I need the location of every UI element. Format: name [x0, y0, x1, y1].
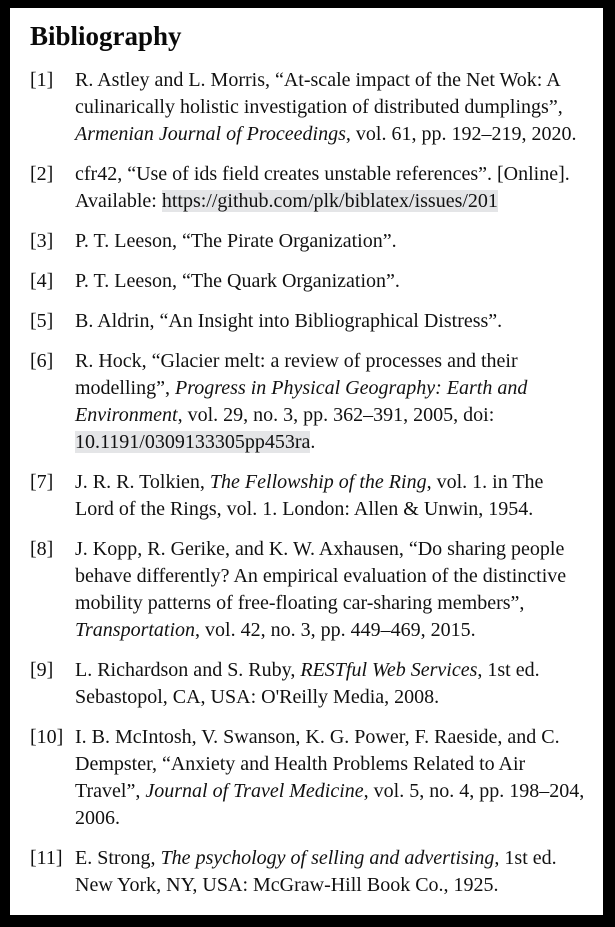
reference-number: [3] — [30, 230, 54, 253]
reference-text — [75, 308, 585, 335]
reference-segment: , 1st ed. Sebastopol, CA, USA: O'Reilly Media, 2008. — [75, 659, 540, 709]
reference-text — [75, 268, 585, 295]
reference-number: [8] — [30, 538, 54, 561]
reference-number: [1] — [30, 69, 54, 92]
reference-number: [10] — [30, 726, 64, 749]
reference-number: [5] — [30, 310, 54, 333]
reference-segment: The Fellowship of the Ring — [209, 471, 427, 494]
reference-text — [75, 228, 585, 255]
reference-list — [30, 67, 585, 899]
page-title: Bibliography — [30, 21, 182, 51]
reference-item — [30, 67, 585, 148]
reference-text — [75, 348, 585, 456]
reference-segment: . — [310, 431, 316, 454]
reference-segment: P. T. Leeson, “The Pirate Organization”. — [75, 230, 397, 253]
reference-text — [75, 657, 585, 711]
reference-segment: J. Kopp, R. Gerike, and K. W. Axhausen, “Do sharing people behave differently? An empirical evaluation of the distinctive mobility patterns of free-floating car-sharing members”, — [75, 538, 567, 615]
reference-text — [75, 67, 585, 148]
reference-segment: , vol. 29, no. 3, pp. 362–391, 2005, doi: — [177, 404, 495, 427]
reference-segment: P. T. Leeson, “The Quark Organization”. — [75, 270, 400, 293]
reference-segment: Transportation — [75, 619, 196, 642]
reference-item — [30, 228, 585, 255]
reference-item — [30, 308, 585, 335]
reference-link[interactable]: 10.1191/0309133305pp453ra — [75, 431, 311, 454]
reference-segment: Journal of Travel Medicine — [145, 780, 364, 803]
reference-segment: , vol. 61, pp. 192–219, 2020. — [345, 123, 577, 146]
reference-item — [30, 161, 585, 215]
reference-segment: , 1st ed. New York, NY, USA: McGraw-Hill Book Co., 1925. — [75, 847, 557, 897]
document-page — [10, 8, 603, 915]
reference-item — [30, 469, 585, 523]
reference-segment: cfr42, “Use of ids field creates unstable references”. [Online]. Available: — [75, 163, 570, 213]
reference-text — [75, 469, 585, 523]
reference-segment: R. Hock, “Glacier melt: a review of processes and their modelling”, — [75, 350, 518, 400]
reference-item — [30, 724, 585, 832]
reference-segment: , vol. 1. in The Lord of the Rings, vol. 1. London: Allen & Unwin, 1954. — [75, 471, 544, 521]
reference-segment: The psychology of selling and advertising — [160, 847, 495, 870]
reference-text — [75, 536, 585, 644]
reference-item — [30, 536, 585, 644]
reference-item — [30, 268, 585, 295]
reference-text — [75, 161, 585, 215]
reference-segment: I. B. McIntosh, V. Swanson, K. G. Power, F. Raeside, and C. Dempster, “Anxiety and Health Problems Related to Air Travel”, — [75, 726, 560, 803]
reference-number: [2] — [30, 163, 54, 186]
reference-segment: E. Strong, — [75, 847, 161, 870]
reference-segment: J. R. R. Tolkien, — [75, 471, 210, 494]
reference-number: [11] — [30, 847, 63, 870]
reference-item — [30, 845, 585, 899]
reference-link[interactable]: https://github.com/plk/biblatex/issues/201 — [161, 190, 498, 213]
reference-text — [75, 724, 585, 832]
reference-text — [75, 845, 585, 899]
reference-number: [7] — [30, 471, 54, 494]
reference-number: [4] — [30, 270, 54, 293]
reference-segment: Progress in Physical Geography: Earth and Environment — [75, 377, 528, 427]
reference-segment: RESTful Web Services — [300, 659, 478, 682]
reference-segment: , vol. 42, no. 3, pp. 449–469, 2015. — [195, 619, 476, 642]
reference-segment: B. Aldrin, “An Insight into Bibliographical Distress”. — [75, 310, 503, 333]
reference-number: [6] — [30, 350, 54, 373]
reference-item — [30, 657, 585, 711]
reference-segment: R. Astley and L. Morris, “At-scale impact of the Net Wok: A culinarically holistic investigation of distributed dumplings”, — [75, 69, 563, 119]
reference-segment: L. Richardson and S. Ruby, — [75, 659, 301, 682]
reference-segment: Armenian Journal of Proceedings — [75, 123, 346, 146]
reference-item — [30, 348, 585, 456]
reference-segment: , vol. 5, no. 4, pp. 198–204, 2006. — [75, 780, 585, 830]
reference-number: [9] — [30, 659, 54, 682]
